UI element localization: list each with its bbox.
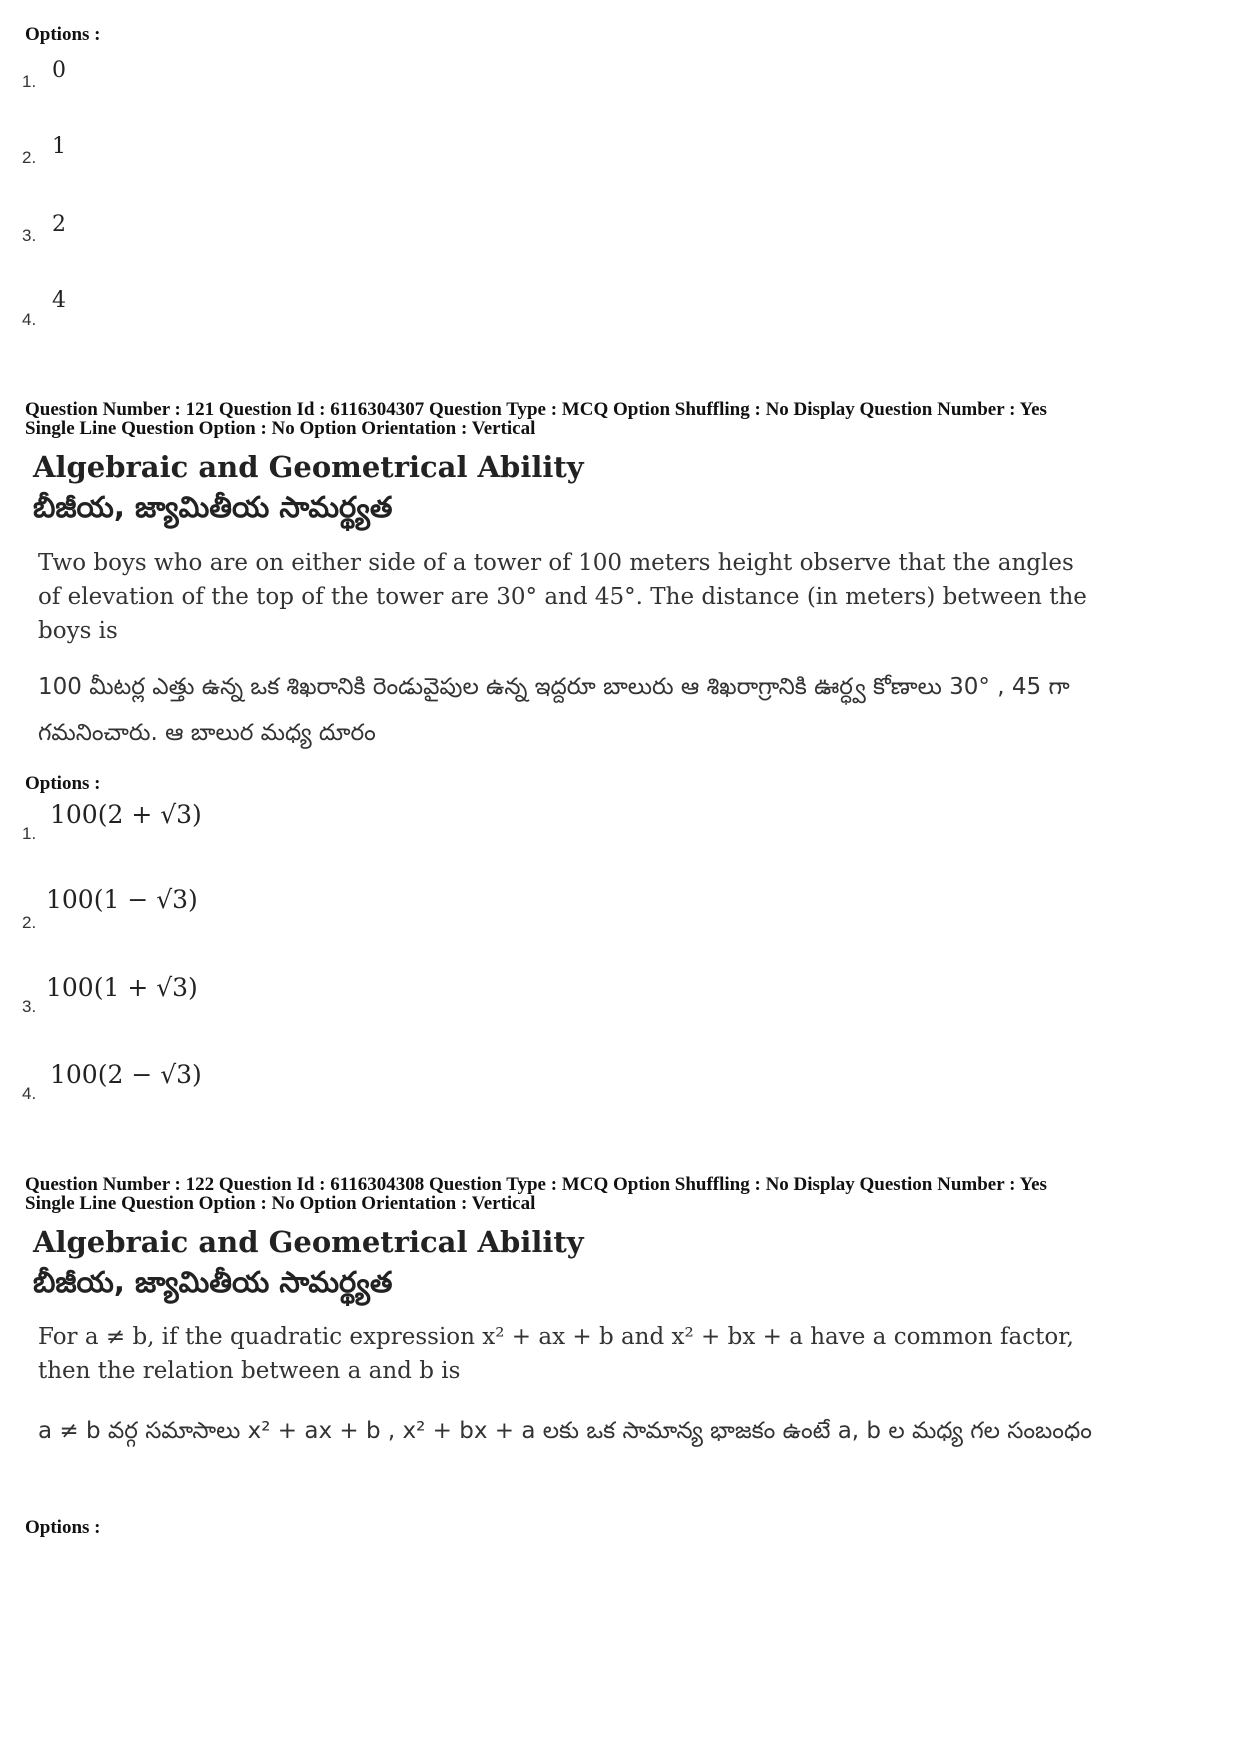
option-value: 2	[52, 212, 66, 237]
question-text-te: a ≠ b వర్గ సమాసాలు x² + ax + b , x² + bx + a లకు ఒక సామాన్య భాజకం ఉంటే a, b ల మధ్య గల సంబంధం	[38, 1418, 1092, 1444]
question-text-te: 100 మీటర్ల ఎత్తు ఉన్న ఒక శిఖరానికి రెండువైపుల ఉన్న ఇద్దరూ బాలురు ఆ శిఖరాగ్రానికి ఊర్ధ్వ కోణాలు 30° , 45 గా గమనించారు. ఆ బాలుర మధ్య దూరం	[38, 674, 1070, 746]
option-number: 3.	[22, 226, 37, 245]
subject-title-en: Algebraic and Geometrical Ability	[33, 1225, 584, 1259]
option-value: 100(2 + √3)	[50, 800, 202, 829]
options-title: Options :	[25, 24, 101, 45]
option-number: 1.	[22, 72, 37, 91]
option-number: 4.	[22, 310, 37, 329]
option-value: 100(1 − √3)	[46, 885, 198, 914]
option-number: 4.	[22, 1084, 37, 1103]
option-value: 100(1 + √3)	[46, 973, 198, 1002]
question-header-line2: Single Line Question Option : No Option Orientation : Vertical	[25, 1193, 536, 1214]
option-number: 2.	[22, 913, 37, 932]
option-value: 100(2 − √3)	[50, 1060, 202, 1089]
option-value: 1	[52, 134, 66, 159]
subject-title-te: బీజీయ, జ్యామితీయ సామర్థ్యత	[33, 1265, 393, 1299]
question-text-en: Two boys who are on either side of a tower of 100 meters height observe that the angles of elevation of the top of the tower are 30° and 45°. The distance (in meters) between the boys is	[38, 550, 1087, 644]
subject-title-en: Algebraic and Geometrical Ability	[33, 450, 584, 484]
option-value: 0	[52, 58, 66, 83]
question-header-line1: Question Number : 121 Question Id : 6116304307 Question Type : MCQ Option Shuffling : No Display Question Number : Yes	[25, 399, 1047, 420]
option-number: 1.	[22, 824, 37, 843]
subject-title-te: బీజీయ, జ్యామితీయ సామర్థ్యత	[33, 490, 393, 524]
question-header-line1: Question Number : 122 Question Id : 6116304308 Question Type : MCQ Option Shuffling : No Display Question Number : Yes	[25, 1174, 1047, 1195]
option-value: 4	[52, 288, 66, 313]
option-number: 3.	[22, 997, 37, 1016]
option-number: 2.	[22, 148, 37, 167]
options-title: Options :	[25, 1517, 101, 1538]
options-title: Options :	[25, 773, 101, 794]
question-text-en: For a ≠ b, if the quadratic expression x² + ax + b and x² + bx + a have a common factor, then the relation between a and b is	[38, 1324, 1074, 1384]
question-header-line2: Single Line Question Option : No Option Orientation : Vertical	[25, 418, 536, 439]
